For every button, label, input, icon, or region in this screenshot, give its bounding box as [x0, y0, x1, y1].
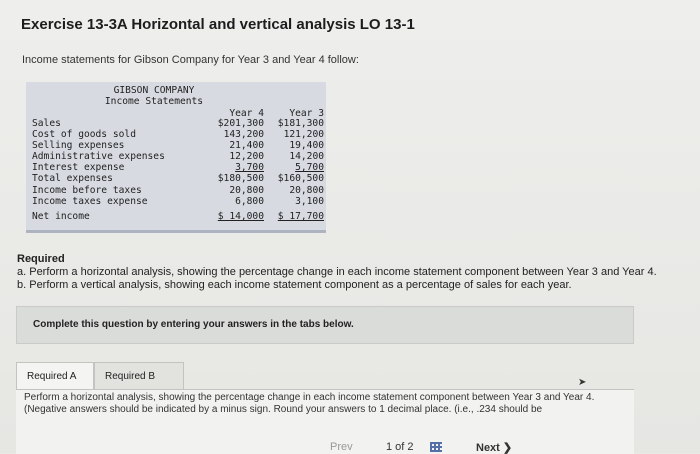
row-label: Income before taxes — [32, 185, 142, 196]
banner-text: Complete this question by entering your answers in the tabs below. — [33, 319, 354, 330]
year-3-value: $181,300 — [277, 118, 324, 129]
year-4-value: 20,800 — [229, 185, 264, 196]
header-year-3: Year 3 — [289, 108, 324, 119]
tab-required-b[interactable]: Required B — [94, 362, 184, 390]
row-label: Selling expenses — [32, 140, 125, 151]
row-label: Net income — [32, 211, 90, 222]
grid-icon[interactable] — [430, 442, 442, 452]
table-row — [32, 211, 322, 223]
year-4-value: $ 14,000 — [217, 211, 264, 222]
year-3-value: 5,700 — [295, 162, 324, 173]
year-3-value: $ 17,700 — [277, 211, 324, 222]
panel-instructions: Perform a horizontal analysis, showing the percentage change in each income statement component between Year 3 and Year 4. (Negative answers should be indicated by a minus sign. Round your answers to 1 decimal place. (i.e., .234 should be — [24, 392, 595, 415]
required-section — [17, 253, 657, 292]
exercise-title: Exercise 13-3A Horizontal and vertical analysis LO 13-1 — [21, 16, 415, 33]
year-4-value: 21,400 — [229, 140, 264, 151]
year-3-value: $160,500 — [277, 173, 324, 184]
row-label: Administrative expenses — [32, 151, 165, 162]
row-label: Cost of goods sold — [32, 129, 136, 140]
required-a: a. Perform a horizontal analysis, showing the percentage change in each income statement component between Year 3 and Year 4. — [17, 266, 657, 278]
row-label: Sales — [32, 118, 61, 129]
row-label: Income taxes expense — [32, 196, 148, 207]
year-4-value: $180,500 — [217, 173, 264, 184]
page-indicator: 1 of 2 — [386, 441, 414, 453]
year-4-value: 3,700 — [235, 162, 264, 173]
company-name: GIBSON COMPANY — [113, 85, 195, 96]
year-3-value: 14,200 — [289, 151, 324, 162]
income-statement-table — [26, 82, 326, 233]
chevron-right-icon: ❯ — [502, 442, 513, 454]
year-3-value: 20,800 — [289, 185, 324, 196]
year-4-value: 12,200 — [229, 151, 264, 162]
table-row — [32, 173, 322, 185]
tab-required-a[interactable]: Required A — [16, 362, 94, 390]
prev-button[interactable] — [330, 441, 353, 453]
row-label: Total expenses — [32, 173, 113, 184]
table-row — [32, 196, 322, 208]
required-heading: Required — [17, 253, 65, 265]
header-year-4: Year 4 — [229, 108, 264, 119]
mouse-cursor-icon: ➤ — [578, 377, 587, 388]
intro-text: Income statements for Gibson Company for Year 3 and Year 4 follow: — [22, 54, 359, 66]
statement-name: Income Statements — [104, 96, 204, 107]
next-button[interactable] — [476, 441, 512, 454]
prev-label: Prev — [330, 441, 353, 453]
row-label: Interest expense — [32, 162, 125, 173]
year-3-value: 121,200 — [283, 129, 324, 140]
next-label: Next — [476, 442, 500, 454]
tab-panel — [16, 389, 634, 454]
instruction-banner — [16, 306, 634, 344]
year-4-value: $201,300 — [217, 118, 264, 129]
year-4-value: 143,200 — [223, 129, 264, 140]
year-4-value: 6,800 — [235, 196, 264, 207]
year-3-value: 19,400 — [289, 140, 324, 151]
year-3-value: 3,100 — [295, 196, 324, 207]
required-b: b. Perform a vertical analysis, showing each income statement component as a percentage of sales for each year. — [17, 279, 572, 291]
